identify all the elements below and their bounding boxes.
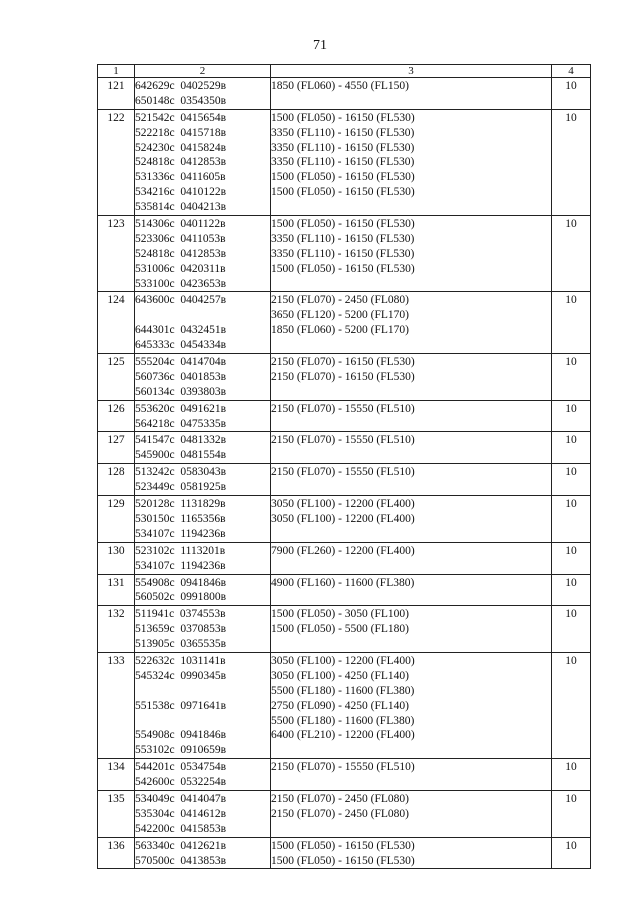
altitude-range-line: 1850 (FL060) - 4550 (FL150) [271,80,409,92]
column-header-3: 3 [271,65,552,78]
altitude-range-line: 2150 (FL070) - 2450 (FL080) [271,294,409,307]
altitude-range-line [271,94,551,109]
row-number: 122 [98,109,135,215]
altitude-range-line: 5500 (FL180) - 11600 (FL380) [271,714,415,727]
coordinate-line: 553620с 0491621в [135,402,227,415]
row-number: 134 [98,759,135,791]
coordinate-line: 643600с 0404257в [135,294,227,307]
coordinates-cell [135,837,271,869]
altitude-range-line: 3050 (FL100) - 12200 (FL400) [271,498,415,511]
coordinate-line: 523449с 0581925в [135,481,227,494]
altitude-range-line: 2150 (FL070) - 16150 (FL530) [271,370,415,383]
page-number: 71 [313,38,327,53]
altitude-range-line [271,822,551,837]
altitude-range-line: 3350 (FL110) - 16150 (FL530) [271,247,415,260]
coordinate-line: 521542с 0415654в [135,111,227,124]
altitude-range-line [271,637,551,652]
coordinates-cell [135,292,271,354]
altitude-range-line [271,277,551,292]
row-number: 131 [98,574,135,606]
altitude-range-cell [271,464,552,496]
value-cell: 10 [552,109,591,215]
altitude-range-line [271,200,551,215]
altitude-range-cell [271,652,552,758]
coordinate-line: 644301с 0432451в [135,324,227,337]
coordinates-cell [135,216,271,292]
row-number: 135 [98,790,135,837]
altitude-range-line [271,417,551,432]
airspace-table [97,64,591,869]
row-number: 126 [98,400,135,432]
altitude-range-cell [271,78,552,110]
coordinate-line: 570500с 0413853в [135,854,227,867]
coordinates-cell [135,354,271,401]
altitude-range-line [271,338,551,353]
value-cell: 10 [552,542,591,574]
coordinate-line: 534216с 0410122в [135,186,227,199]
value-cell: 10 [552,606,591,653]
value-cell: 10 [552,464,591,496]
value-cell: 10 [552,837,591,869]
row-number: 132 [98,606,135,653]
coordinate-line: 522218с 0415718в [135,126,227,139]
altitude-range-line: 3050 (FL100) - 12200 (FL400) [271,654,415,667]
row-number: 123 [98,216,135,292]
altitude-range-cell [271,574,552,606]
value-cell: 10 [552,759,591,791]
altitude-range-cell [271,790,552,837]
altitude-range-line [271,385,551,400]
column-header-1: 1 [98,65,135,78]
altitude-range-line: 7900 (FL260) - 12200 (FL400) [271,544,415,557]
table-row [98,606,591,653]
altitude-range-line: 3650 (FL120) - 5200 (FL170) [271,309,409,322]
coordinate-line: 520128с 1131829в [135,498,226,511]
coordinates-cell [135,574,271,606]
altitude-range-cell [271,606,552,653]
column-header-4: 4 [552,65,591,78]
altitude-range-line: 3350 (FL110) - 16150 (FL530) [271,232,415,245]
coordinate-line: 642629с 0402529в [135,80,227,92]
coordinate-line: 560502с 0991800в [135,591,227,604]
coordinates-cell [135,432,271,464]
coordinate-line: 513242с 0583043в [135,466,227,479]
coordinate-line: 531336с 0411605в [135,171,226,184]
altitude-range-line: 1500 (FL050) - 16150 (FL530) [271,111,415,124]
altitude-range-line: 3350 (FL110) - 16150 (FL530) [271,141,415,154]
altitude-range-line: 4900 (FL160) - 11600 (FL380) [271,576,415,589]
altitude-range-line: 3050 (FL100) - 4250 (FL140) [271,669,409,682]
coordinates-cell [135,400,271,432]
coordinate-line: 560736с 0401853в [135,370,227,383]
table-row [98,759,591,791]
table-row [98,400,591,432]
altitude-range-line: 6400 (FL210) - 12200 (FL400) [271,729,415,742]
altitude-range-cell [271,400,552,432]
value-cell: 10 [552,292,591,354]
altitude-range-line: 2150 (FL070) - 16150 (FL530) [271,356,415,369]
coordinate-line: 534049с 0414047в [135,792,227,805]
table-row [98,790,591,837]
row-number: 136 [98,837,135,869]
coordinate-line: 545324с 0990345в [135,669,227,682]
coordinate-line: 524818с 0412853в [135,247,227,260]
table-row [98,542,591,574]
coordinate-line: 554908с 0941846в [135,729,227,742]
coordinate-line: 523306с 0411053в [135,232,226,245]
altitude-range-cell [271,109,552,215]
altitude-range-cell [271,216,552,292]
coordinates-cell [135,109,271,215]
altitude-range-line: 1500 (FL050) - 16150 (FL530) [271,218,415,231]
altitude-range-line: 2150 (FL070) - 15550 (FL510) [271,434,415,447]
row-number: 121 [98,78,135,110]
coordinate-line: 522632с 1031141в [135,654,226,667]
coordinate-line: 534107с 1194236в [135,527,226,540]
coordinate-line: 551538с 0971641в [135,699,227,712]
altitude-range-cell [271,759,552,791]
altitude-range-line: 1500 (FL050) - 16150 (FL530) [271,171,415,184]
table-row [98,496,591,543]
value-cell: 10 [552,78,591,110]
coordinate-line: 511941с 0374553в [135,608,226,621]
coordinate-line: 563340с 0412621в [135,839,227,852]
coordinate-line: 542600с 0532254в [135,776,227,789]
table-row [98,292,591,354]
coordinate-line: 541547с 0481332в [135,434,227,447]
coordinate-line: 513659с 0370853в [135,623,227,636]
altitude-range-line: 2150 (FL070) - 2450 (FL080) [271,807,409,820]
coordinates-cell [135,759,271,791]
altitude-range-cell [271,432,552,464]
coordinates-cell [135,78,271,110]
altitude-range-cell [271,837,552,869]
row-number: 124 [98,292,135,354]
altitude-range-line: 5500 (FL180) - 11600 (FL380) [271,684,415,697]
coordinate-line: 530150с 1165356в [135,512,226,525]
altitude-range-line: 2150 (FL070) - 15550 (FL510) [271,466,415,479]
altitude-range-line: 1500 (FL050) - 16150 (FL530) [271,186,415,199]
altitude-range-line: 1500 (FL050) - 5500 (FL180) [271,623,409,636]
altitude-range-line: 1850 (FL060) - 5200 (FL170) [271,324,409,337]
coordinate-line: 553102с 0910659в [135,744,227,757]
altitude-range-line [271,590,551,605]
altitude-range-line [271,775,551,790]
column-header-2: 2 [135,65,271,78]
coordinates-cell [135,652,271,758]
table-row [98,837,591,869]
coordinate-line: 564218с 0475335в [135,417,227,430]
coordinates-cell [135,542,271,574]
altitude-range-line: 1500 (FL050) - 16150 (FL530) [271,262,415,275]
coordinate-line: 560134с 0393803в [135,385,227,398]
coordinate-line: 555204с 0414704в [135,356,227,369]
coordinate-line: 513905с 0365535в [135,638,227,651]
coordinate-line: 533100с 0423653в [135,277,227,290]
row-number: 130 [98,542,135,574]
table-row [98,216,591,292]
value-cell: 10 [552,574,591,606]
coordinate-line: 514306с 0401122в [135,218,226,231]
coordinate-line: 524818с 0412853в [135,156,227,169]
altitude-range-line: 3350 (FL110) - 16150 (FL530) [271,126,415,139]
altitude-range-line: 2750 (FL090) - 4250 (FL140) [271,699,409,712]
row-number: 133 [98,652,135,758]
value-cell: 10 [552,496,591,543]
altitude-range-cell [271,542,552,574]
coordinate-line: 534107с 1194236в [135,559,226,572]
table-row [98,574,591,606]
altitude-range-line [271,559,551,574]
table-row [98,652,591,758]
coordinate-line: 545900с 0481554в [135,449,227,462]
row-number: 125 [98,354,135,401]
coordinate-line: 542200с 0415853в [135,822,227,835]
coordinate-line: 544201с 0534754в [135,761,227,774]
coordinate-line: 524230с 0415824в [135,141,227,154]
altitude-range-line [271,527,551,542]
altitude-range-line: 1500 (FL050) - 16150 (FL530) [271,854,415,867]
coordinate-line: 535814с 0404213в [135,201,227,214]
table-row [98,78,591,110]
coordinate-line: 523102с 1113201в [135,544,226,557]
table-row [98,354,591,401]
value-cell: 10 [552,432,591,464]
altitude-range-line [271,480,551,495]
value-cell: 10 [552,354,591,401]
coordinate-line [135,714,270,729]
coordinates-cell [135,606,271,653]
coordinates-cell [135,496,271,543]
value-cell: 10 [552,400,591,432]
coordinate-line: 645333с 0454334в [135,339,227,352]
table-header [98,65,591,78]
altitude-range-cell [271,496,552,543]
coordinates-cell [135,790,271,837]
table-row [98,109,591,215]
altitude-range-line [271,448,551,463]
value-cell: 10 [552,790,591,837]
coordinates-cell [135,464,271,496]
altitude-range-line [271,743,551,758]
coordinate-line: 531006с 0420311в [135,262,226,275]
altitude-range-line: 2150 (FL070) - 2450 (FL080) [271,792,409,805]
coordinate-line [135,684,270,699]
altitude-range-line: 1500 (FL050) - 3050 (FL100) [271,608,409,621]
coordinate-line [135,308,270,323]
coordinate-line: 650148с 0354350в [135,94,227,107]
value-cell: 10 [552,652,591,758]
altitude-range-cell [271,292,552,354]
row-number: 129 [98,496,135,543]
row-number: 128 [98,464,135,496]
altitude-range-line: 3350 (FL110) - 16150 (FL530) [271,156,415,169]
row-number: 127 [98,432,135,464]
value-cell: 10 [552,216,591,292]
altitude-range-line: 2150 (FL070) - 15550 (FL510) [271,761,415,774]
table-row [98,464,591,496]
altitude-range-line: 3050 (FL100) - 12200 (FL400) [271,512,415,525]
altitude-range-cell [271,354,552,401]
coordinate-line: 554908с 0941846в [135,576,227,589]
altitude-range-line: 1500 (FL050) - 16150 (FL530) [271,839,415,852]
table-body [98,78,591,869]
table-row [98,432,591,464]
altitude-range-line: 2150 (FL070) - 15550 (FL510) [271,402,415,415]
coordinate-line: 535304с 0414612в [135,807,227,820]
